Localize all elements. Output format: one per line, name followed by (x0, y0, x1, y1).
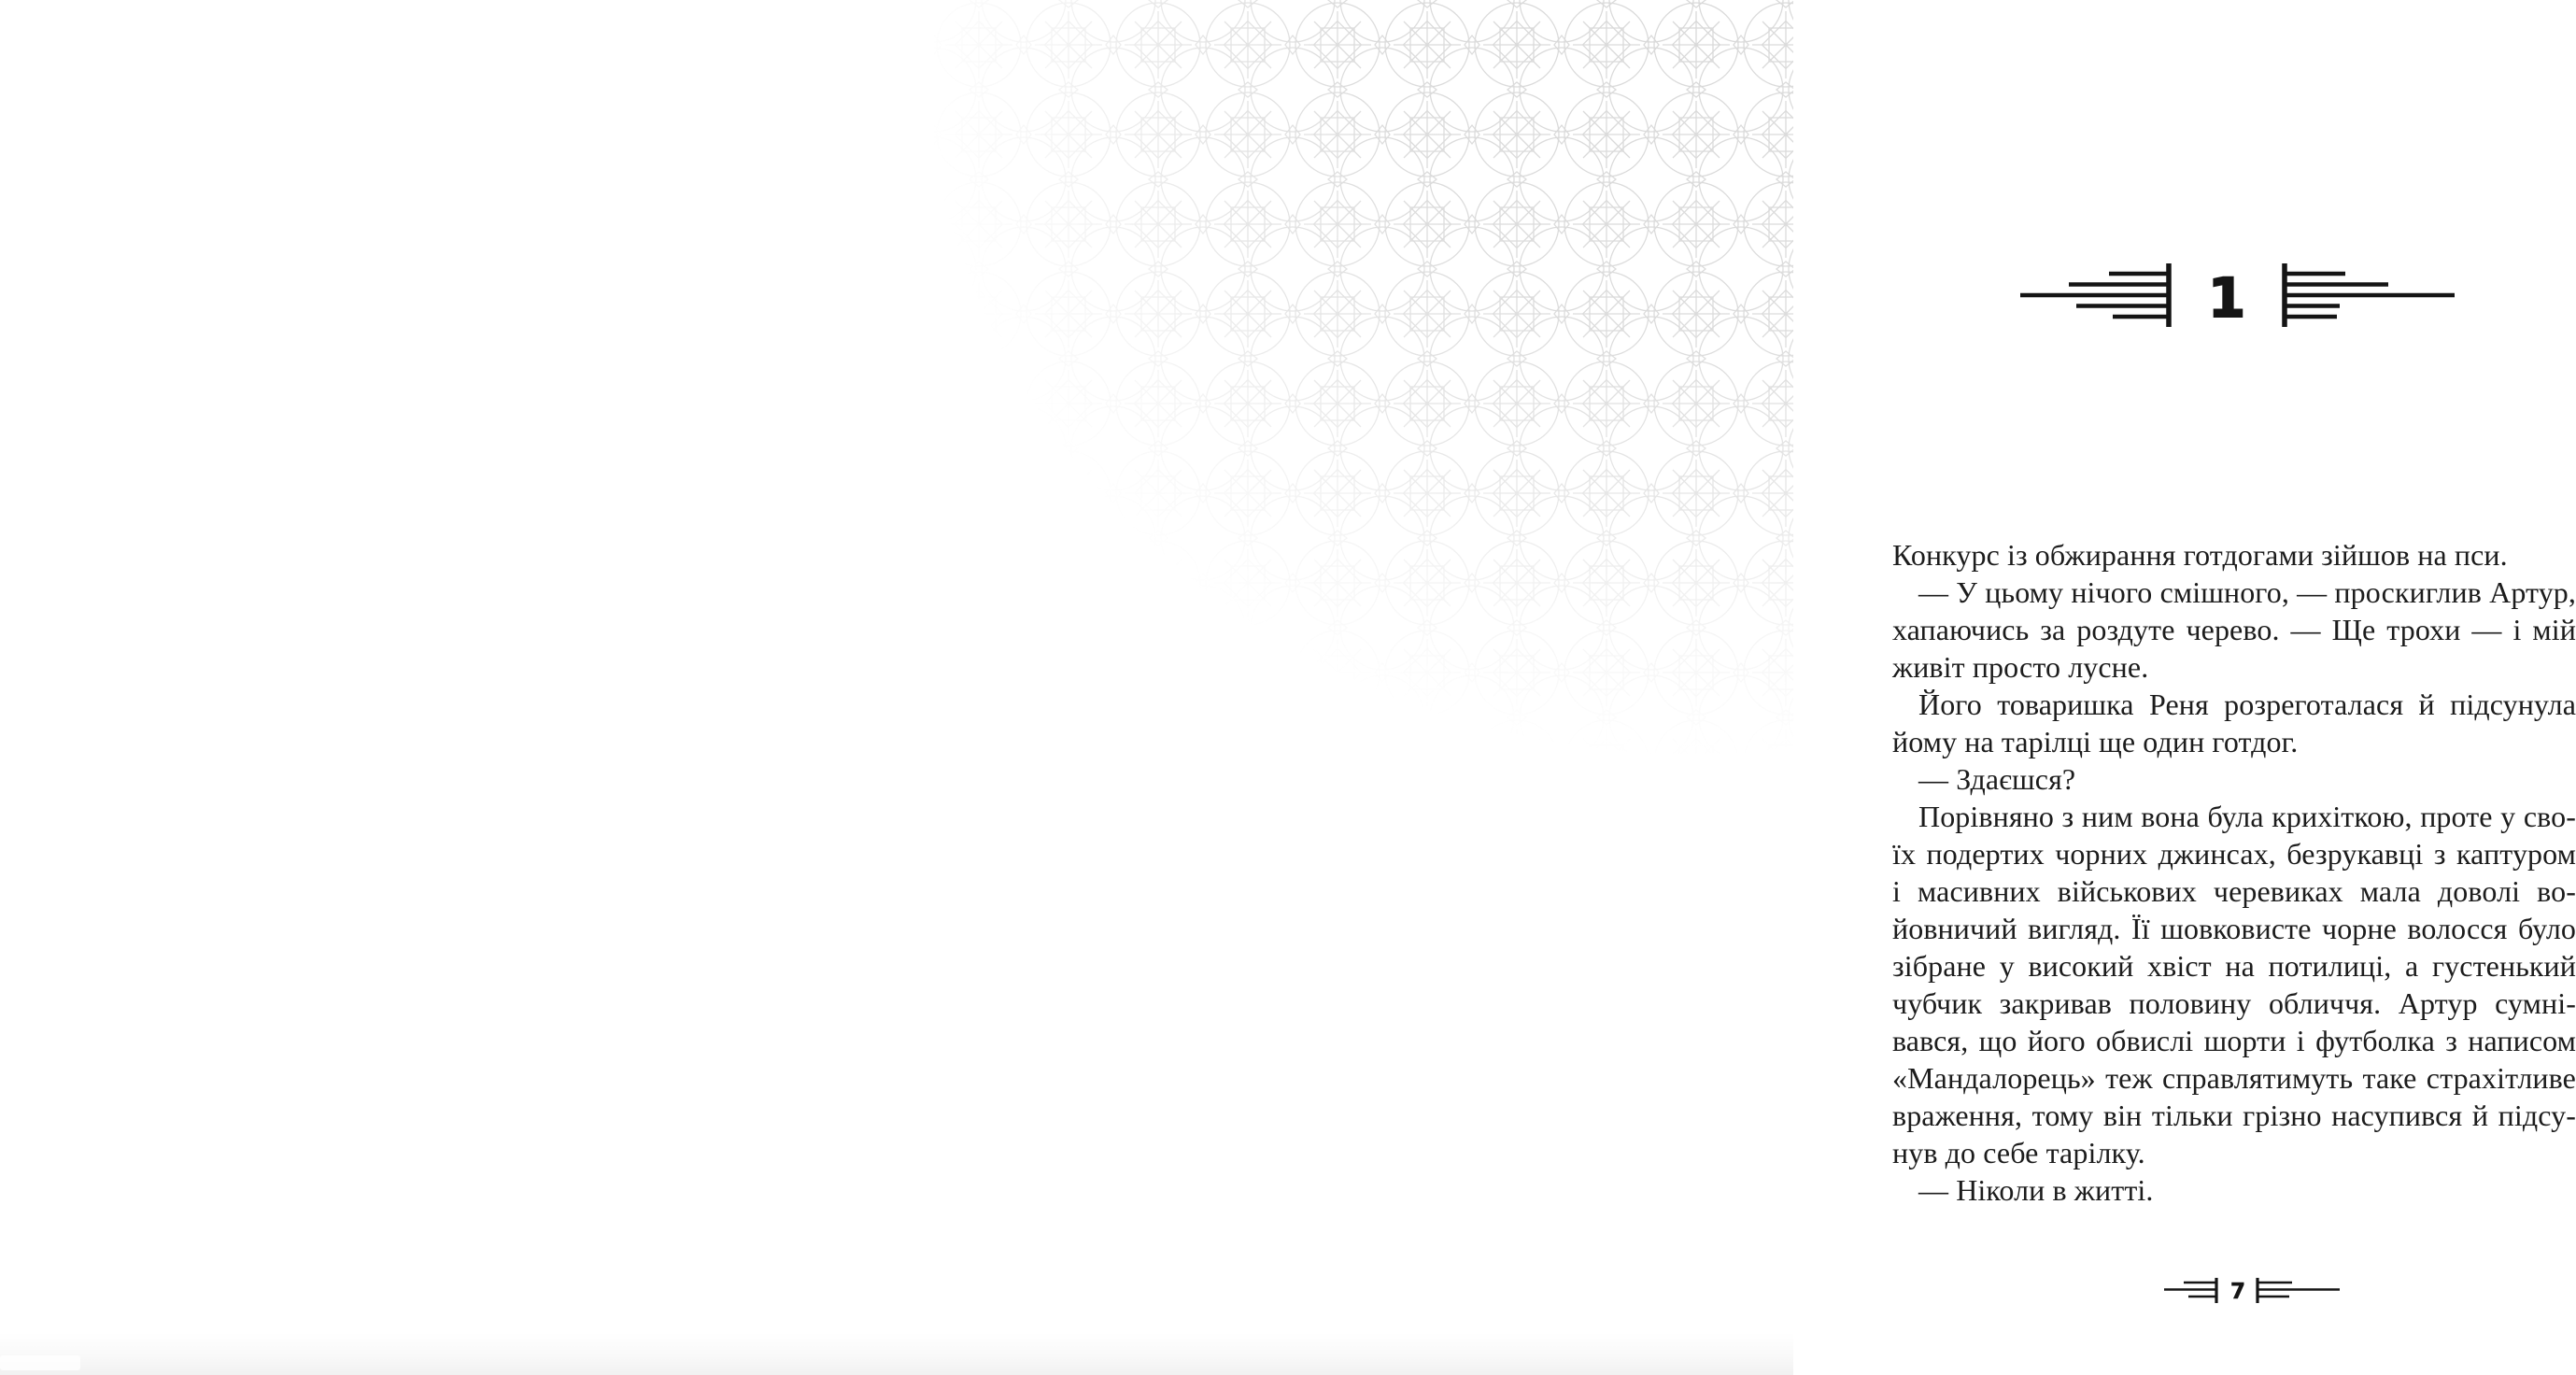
text-line: вався, що його обвислі шорти і футболка з написом (1892, 1024, 2576, 1057)
text-line: живіт просто лусне. (1892, 650, 2149, 684)
text-line: йому на тарілці ще один готдог. (1892, 725, 2299, 758)
bottom-left-corner-highlight (0, 1355, 80, 1370)
text-line: йовничий вигляд. Її шовковисте чорне волосся було (1892, 912, 2576, 945)
corner-geometric-pattern (934, 0, 1793, 822)
left-page-blank (0, 0, 897, 1375)
text-line: Конкурс із обжирання готдогами зійшов на пси. (1892, 538, 2508, 572)
text-line: їх подертих чорних джинсах, безрукавці з каптуром (1892, 837, 2576, 871)
bottom-edge-shade (0, 1332, 1793, 1375)
right-page (897, 0, 2576, 1375)
text-line: — Здаєшся? (1918, 762, 2076, 796)
text-line: зібране у високий хвіст на потилиці, а густенький (1892, 949, 2576, 983)
text-line: і масивних військових черевиках мала доволі во- (1892, 874, 2576, 908)
text-line: нув до себе тарілку. (1892, 1136, 2145, 1169)
body-text (1892, 536, 2576, 1209)
text-line: — Ніколи в житті. (1918, 1173, 2154, 1207)
footer-speed-lines-left-icon (2164, 1278, 2216, 1303)
text-line: чубчик закривав половину обличчя. Артур сумні- (1892, 986, 2576, 1020)
page-number: 7 (2229, 1280, 2246, 1304)
text-line: враження, тому він тільки грізно насупився й підсу- (1892, 1099, 2576, 1132)
speed-lines-right-icon (2285, 263, 2455, 327)
text-line: Його товаришка Реня розреготалася й підсунула (1918, 688, 2576, 721)
speed-lines-left-icon (2020, 263, 2169, 327)
text-line: — У цьому нічого смішного, — проскиглив Артур, (1918, 575, 2576, 609)
text-line: Порівняно з ним вона була крихіткою, проте у сво- (1918, 800, 2576, 833)
text-line: «Мандалорець» теж справлятимуть таке страхітливе (1892, 1061, 2576, 1095)
page-footer-ornament (2158, 1276, 2349, 1306)
footer-speed-lines-right-icon (2258, 1278, 2340, 1303)
text-line: хапаючись за роздуте черево. — Ще трохи — і мій (1892, 613, 2576, 646)
chapter-number: 1 (2207, 266, 2246, 330)
chapter-header-ornament (2017, 260, 2456, 331)
